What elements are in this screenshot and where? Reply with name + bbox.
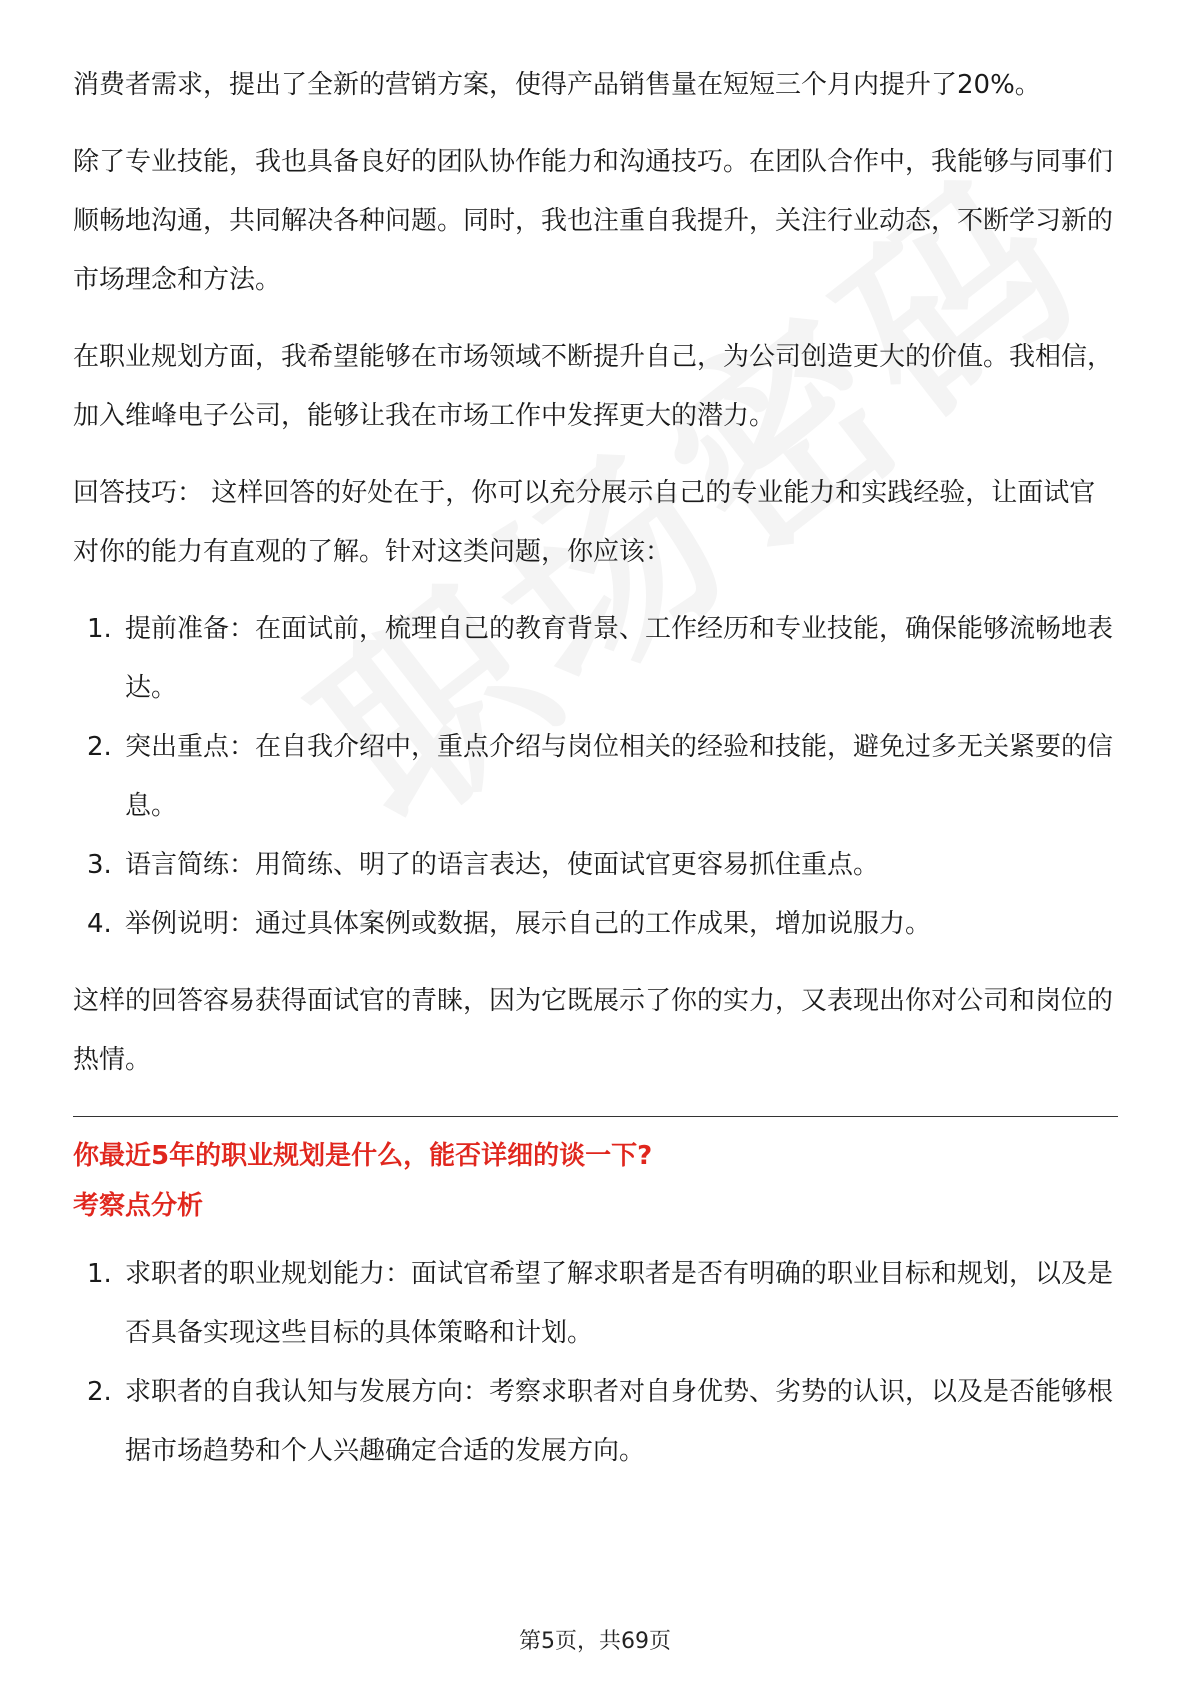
list-item-text: 求职者的自我认知与发展方向：考察求职者对自身优势、劣势的认识，以及是否能够根据市场趋势和个人兴趣确定合适的发展方向。: [125, 1377, 1114, 1466]
paragraph-3: 在职业规划方面，我希望能够在市场领域不断提升自己，为公司创造更大的价值。我相信，加入维峰电子公司，能够让我在市场工作中发挥更大的潜力。: [73, 342, 1114, 431]
list-item: [73, 1363, 1118, 1481]
list-number: 4.: [87, 909, 112, 939]
list-item-text: 语言简练：用简练、明了的语言表达，使面试官更容易抓住重点。: [125, 850, 880, 880]
list-item-text: 求职者的职业规划能力：面试官希望了解求职者是否有明确的职业目标和规划，以及是否具备实现这些目标的具体策略和计划。: [125, 1259, 1114, 1348]
list-item: [73, 718, 1118, 836]
question-title: 你最近5年的职业规划是什么，能否详细的谈一下?: [73, 1141, 653, 1171]
paragraph-2: 除了专业技能，我也具备良好的团队协作能力和沟通技巧。在团队合作中，我能够与同事们顺畅地沟通，共同解决各种问题。同时，我也注重自我提升，关注行业动态，不断学习新的市场理念和方法。: [73, 147, 1114, 295]
paragraph-1: 消费者需求，提出了全新的营销方案，使得产品销售量在短短三个月内提升了20%。: [73, 70, 1041, 100]
tips-list: [73, 600, 1118, 954]
list-item: [73, 895, 1118, 954]
list-item-text: 提前准备：在面试前，梳理自己的教育背景、工作经历和专业技能，确保能够流畅地表达。: [125, 614, 1114, 703]
list-item-text: 举例说明：通过具体案例或数据，展示自己的工作成果，增加说服力。: [125, 909, 932, 939]
list-item: [73, 836, 1118, 895]
analysis-points-list: [73, 1245, 1118, 1481]
section-divider: [73, 1116, 1118, 1117]
list-number: 2.: [87, 732, 112, 762]
answer-tips-intro: 回答技巧： 这样回答的好处在于，你可以充分展示自己的专业能力和实践经验，让面试官对你的能力有直观的了解。针对这类问题，你应该：: [73, 478, 1096, 567]
list-item: [73, 600, 1118, 718]
list-item: [73, 1245, 1118, 1363]
list-number: 1.: [87, 614, 112, 644]
list-item-text: 突出重点：在自我介绍中，重点介绍与岗位相关的经验和技能，避免过多无关紧要的信息。: [125, 732, 1114, 821]
analysis-heading: 考察点分析: [73, 1191, 204, 1221]
list-number: 3.: [87, 850, 112, 880]
page-footer: 第5页，共69页: [519, 1629, 671, 1654]
closing-paragraph: 这样的回答容易获得面试官的青睐，因为它既展示了你的实力，又表现出你对公司和岗位的热情。: [73, 986, 1114, 1075]
list-number: 1.: [87, 1259, 112, 1289]
list-number: 2.: [87, 1377, 112, 1407]
document-page: [73, 56, 1118, 1499]
